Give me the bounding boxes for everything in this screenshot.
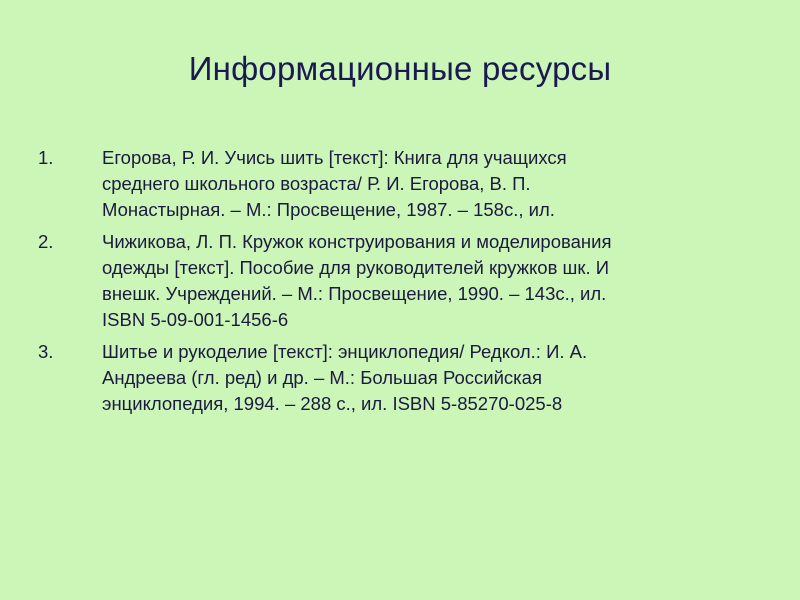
reference-text: Чижикова, Л. П. Кружок конструирования и моделирования одежды [текст]. Пособие для руководителей кружков шк. И внешк. Учреждений. – М.: Просвещение, 1990. – 143с., ил. ISBN 5-09-001-1456-6	[102, 231, 612, 330]
reference-text: Егорова, Р. И. Учись шить [текст]: Книга для учащихся среднего школьного возраста/ Р. И. Егорова, В. П. Монастырная. – М.: Просвещение, 1987. – 158с., ил.	[102, 147, 567, 220]
reference-item	[38, 145, 738, 223]
reference-item	[38, 229, 738, 333]
slide-title: Информационные ресурсы	[188, 50, 612, 87]
reference-number: 1.	[38, 147, 54, 168]
reference-item	[38, 339, 738, 417]
reference-text: Шитье и рукоделие [текст]: энциклопедия/ Редкол.: И. А. Андреева (гл. ред) и др. – М.: Большая Российская энциклопедия, 1994. – 288 с., ил. ISBN 5-85270-025-8	[102, 341, 588, 414]
reference-number: 3.	[38, 341, 54, 362]
reference-list	[38, 145, 738, 423]
reference-number: 2.	[38, 231, 54, 252]
